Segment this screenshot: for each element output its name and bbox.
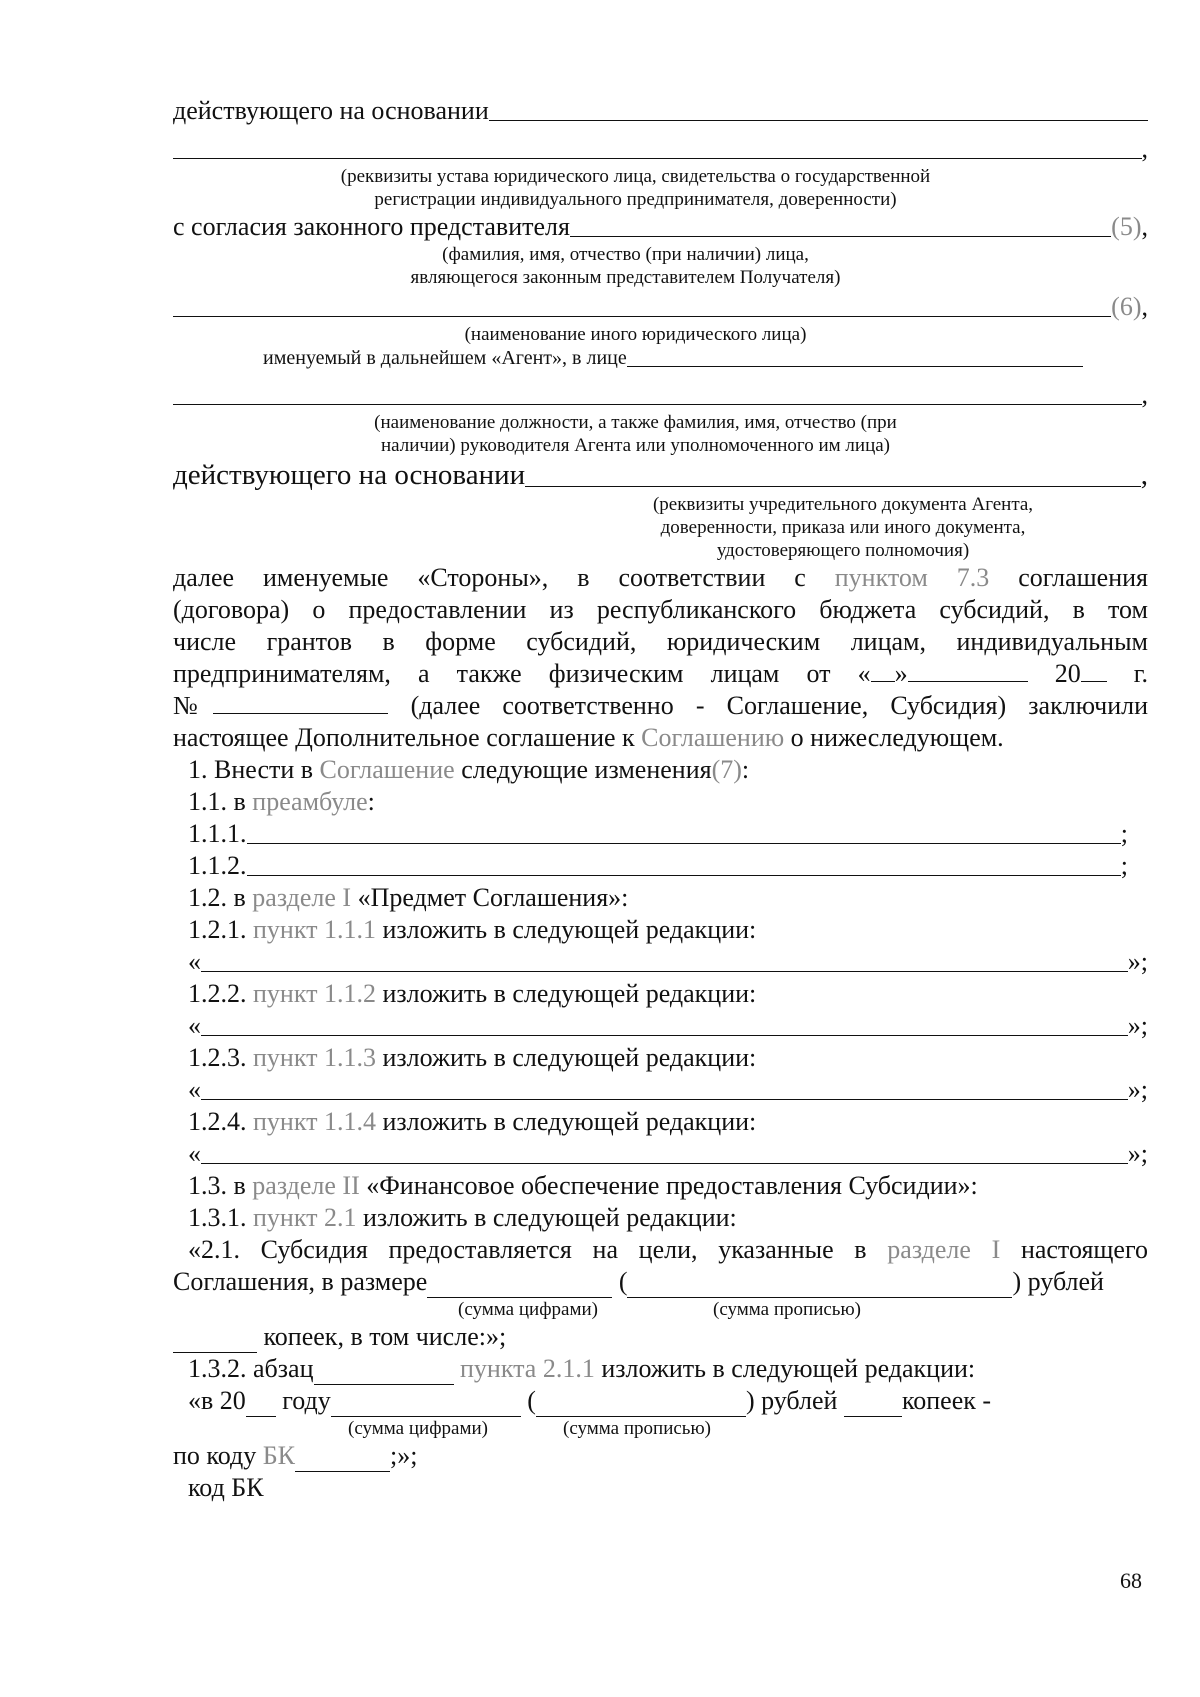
blank-year-2 (246, 1394, 276, 1417)
link-point-1-1-1[interactable]: пункт 1.1.1 (253, 915, 376, 944)
acting-basis-label: действующего на основании (173, 96, 489, 125)
blank-representative (570, 235, 1111, 237)
caption-sum-digits: (сумма цифрами) (458, 1299, 598, 1320)
caption-sum-words: (сумма прописью) (713, 1299, 861, 1320)
blank-1-2-1 (201, 970, 1128, 972)
blank-day (871, 659, 895, 682)
item-1-1-1: 1.1.1. ; (188, 819, 1128, 848)
acting-basis-agent-label: действующего на основании (173, 459, 526, 491)
blank-year-words (536, 1394, 746, 1417)
footnote-ref-5[interactable]: (5) (1111, 212, 1142, 241)
blank-1-2-3 (201, 1098, 1128, 1100)
link-point-1-1-3[interactable]: пункт 1.1.3 (253, 1043, 376, 1072)
blank-basis (489, 119, 1148, 121)
agent-position-line: , (173, 379, 1148, 411)
link-point-7-3[interactable]: пунктом 7.3 (834, 563, 990, 592)
quote-1-2-4: « »; (188, 1139, 1148, 1168)
blank-1-1-2 (247, 874, 1121, 876)
item-1-3-1: 1.3.1. пункт 2.1 изложить в следующей редакции: (188, 1203, 737, 1232)
consent-label: с согласия законного представителя (173, 212, 570, 241)
caption-requisites: (реквизиты устава юридического лица, свидетельства о государственной регистрации индивидуального предпринимателя, доверенности) (340, 166, 931, 210)
blank-requisites (173, 157, 1142, 159)
agent-line (173, 346, 1083, 371)
caption-year-sum (173, 1417, 1148, 1440)
intro-line-4: предпринимателям, а также физическим лицам от « » 20 г. (173, 659, 1149, 688)
link-agreement-2[interactable]: Соглашение (319, 755, 455, 784)
year-line: «в 20 году ( ) рублей копеек - (188, 1386, 992, 1415)
link-point-1-1-4[interactable]: пункт 1.1.4 (253, 1107, 376, 1136)
blank-1-1-1 (247, 842, 1121, 844)
intro-line-2: (договора) о предоставлении из республиканского бюджета субсидий, в том (173, 595, 1148, 624)
item-1-3-2: 1.3.2. абзац пункта 2.1.1 изложить в следующей редакции: (188, 1354, 976, 1383)
blank-sum-digits (427, 1275, 612, 1298)
bk-line: по коду БК ;»; (173, 1441, 418, 1470)
requisites-line: , (173, 133, 1148, 165)
blank-bk (295, 1449, 390, 1472)
blank-sum-words (627, 1275, 1012, 1298)
intro-paragraph (173, 562, 1148, 754)
blank-year (1081, 659, 1107, 682)
acting-basis-line (173, 95, 1148, 127)
link-point-1-1-2[interactable]: пункт 1.1.2 (253, 979, 376, 1008)
blank-year-digits (331, 1394, 521, 1417)
blank-kopecks (173, 1330, 257, 1353)
link-section-2[interactable]: разделе II (252, 1171, 360, 1200)
link-point-2-1[interactable]: пункт 2.1 (253, 1203, 357, 1232)
quote-1-2-2: « »; (188, 1011, 1148, 1040)
clause-2-1-line-1: «2.1. Субсидия предоставляется на цели, указанные в разделе I настоящего (188, 1235, 1148, 1264)
blank-year-kopecks (844, 1394, 902, 1417)
blank-1-2-2 (201, 1034, 1128, 1036)
blank-1-2-4 (201, 1162, 1128, 1164)
document-body (173, 95, 1148, 1504)
items-block (173, 754, 1148, 1234)
caption-agent-doc: (реквизиты учредительного документа Агента, доверенности, приказа или иного документа, удостоверяющего полномочия) (652, 494, 1034, 561)
item-1-2-1: 1.2.1. пункт 1.1.1 изложить в следующей редакции: (188, 915, 757, 944)
intro-line-1: далее именуемые «Стороны», в соответствии с пунктом 7.3 соглашения (173, 563, 1148, 592)
item-1: 1. Внести в Соглашение следующие изменения (7) : (188, 755, 750, 784)
caption-year-words: (сумма прописью) (563, 1418, 711, 1439)
item-1-2-3: 1.2.3. пункт 1.1.3 изложить в следующей редакции: (188, 1043, 757, 1072)
other-entity-line: (6) , (173, 291, 1148, 323)
clause-2-1-line-2: Соглашения, в размере ( ) рублей (173, 1267, 1104, 1296)
item-1-3: 1.3. в разделе II «Финансовое обеспечение предоставления Субсидии»: (188, 1171, 978, 1200)
link-agreement[interactable]: Соглашению (641, 723, 785, 752)
link-section-1[interactable]: разделе I (252, 883, 352, 912)
blank-agent-position (173, 403, 1142, 405)
intro-line-3: числе грантов в форме субсидий, юридическим лицам, индивидуальным (173, 627, 1148, 656)
link-section-1-b[interactable]: разделе I (887, 1235, 1001, 1264)
quote-1-2-3: « »; (188, 1075, 1148, 1104)
link-preamble[interactable]: преамбуле (252, 787, 368, 816)
blank-other-entity (173, 315, 1111, 317)
link-bk[interactable]: БК (262, 1441, 295, 1470)
blank-month (908, 659, 1028, 682)
bk-code-line: код БК (188, 1473, 264, 1502)
link-point-2-1-1[interactable]: пункта 2.1.1 (460, 1354, 595, 1383)
quote-1-2-1: « »; (188, 947, 1148, 976)
caption-sum (173, 1298, 1148, 1321)
consent-line: с согласия законного представителя (5) , (173, 212, 1148, 241)
item-1-2-2: 1.2.2. пункт 1.1.2 изложить в следующей редакции: (188, 979, 757, 1008)
item-1-1: 1.1. в преамбуле : (188, 787, 375, 816)
item-1-2: 1.2. в разделе I «Предмет Соглашения»: (188, 883, 629, 912)
caption-year-digits: (сумма цифрами) (348, 1418, 488, 1439)
item-1-2-4: 1.2.4. пункт 1.1.4 изложить в следующей редакции: (188, 1107, 757, 1136)
blank-agent-person (627, 365, 1083, 367)
footnote-ref-6[interactable]: (6) (1111, 292, 1142, 321)
acting-basis-agent-line: действующего на основании , (173, 459, 1148, 491)
agent-label: именуемый в дальнейшем «Агент», в лице (263, 347, 627, 369)
caption-other-entity: (наименование иного юридического лица) (464, 324, 807, 345)
intro-line-5: № (далее соответственно - Соглашение, Субсидия) заключили (173, 691, 1148, 720)
footnote-ref-7[interactable]: (7) (711, 755, 742, 784)
intro-line-6: настоящее Дополнительное соглашение к Соглашению о нижеследующем. (173, 723, 1004, 752)
page-number: 68 (1120, 1568, 1142, 1593)
kopecks-line: копеек, в том числе:»; (173, 1321, 1148, 1353)
blank-agent-basis (525, 485, 1141, 487)
blank-paragraph (314, 1362, 454, 1385)
item-1-1-2: 1.1.2. ; (188, 851, 1128, 880)
blank-agreement-number (213, 691, 388, 714)
caption-agent: (наименование должности, а также фамилия, имя, отчество (при наличии) руководителя Агента или уполномоченного им лица) (374, 412, 897, 456)
caption-representative: (фамилия, имя, отчество (при наличии) лица, являющегося законным представителем Получателя) (410, 244, 841, 288)
